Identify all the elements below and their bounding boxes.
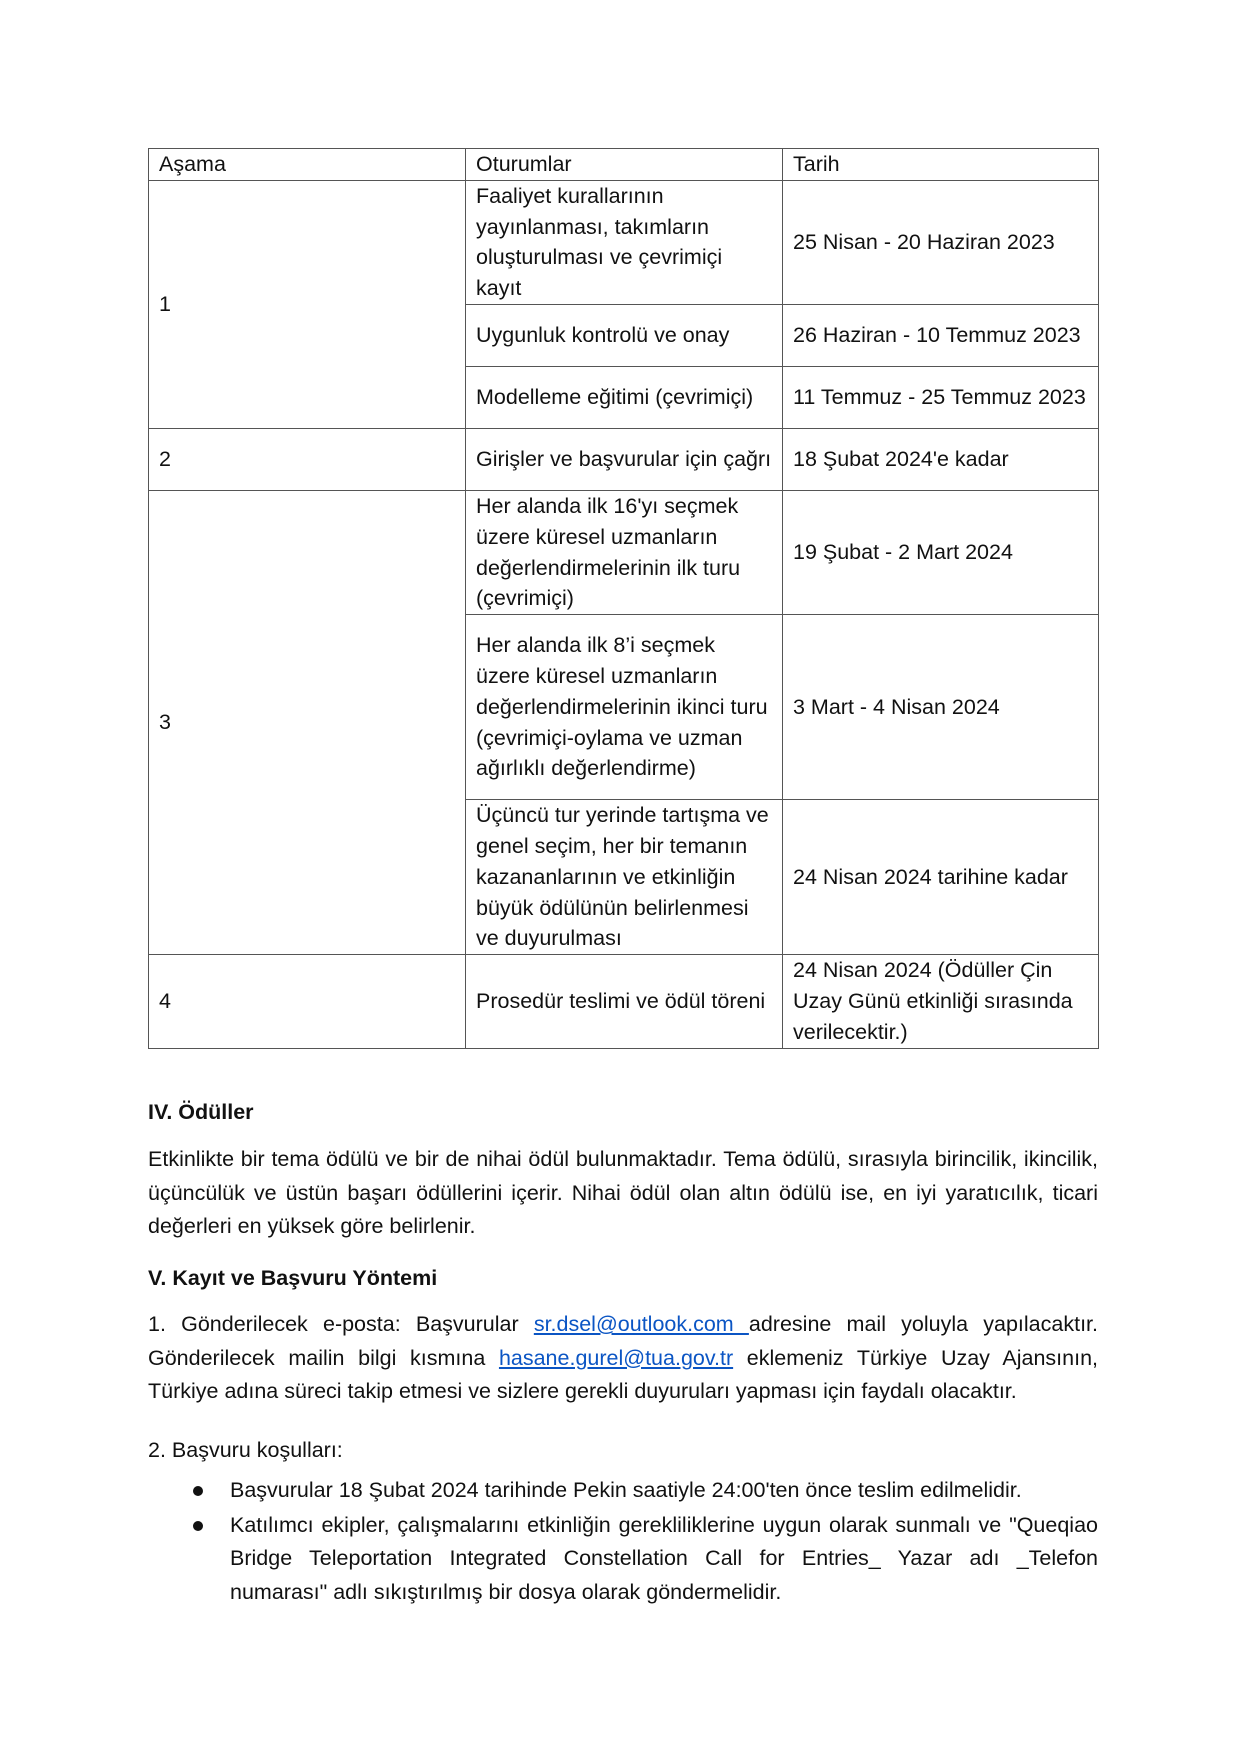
conditions-heading: 2. Başvuru koşulları: xyxy=(148,1438,343,1462)
header-stage: Aşama xyxy=(149,149,466,181)
stage-cell: 1 xyxy=(149,180,466,428)
schedule-table xyxy=(148,148,1099,1049)
date-cell: 24 Nisan 2024 (Ödüller Çin Uzay Günü etkinliği sırasında verilecektir.) xyxy=(783,955,1099,1048)
bullet-icon xyxy=(193,1521,203,1531)
list-item xyxy=(148,1509,1098,1610)
session-cell: Girişler ve başvurular için çağrı xyxy=(466,428,783,490)
date-cell: 25 Nisan - 20 Haziran 2023 xyxy=(783,180,1099,304)
header-date: Tarih xyxy=(783,149,1099,181)
email-paragraph xyxy=(148,1308,1098,1409)
session-cell: Üçüncü tur yerinde tartışma ve genel seçim, her bir temanın kazananlarının ve etkinliğin büyük ödülünün belirlenmesi ve duyurulması xyxy=(466,800,783,955)
list-item-text: Başvurular 18 Şubat 2024 tarihinde Pekin saatiyle 24:00'ten önce teslim edilmelidir. xyxy=(230,1478,1022,1502)
table-header-row xyxy=(149,149,1099,181)
table-row xyxy=(149,180,1099,304)
email-link-cc[interactable]: hasane.gurel@tua.gov.tr xyxy=(498,1345,734,1370)
date-cell: 19 Şubat - 2 Mart 2024 xyxy=(783,490,1099,614)
conditions-list xyxy=(148,1474,1098,1610)
email-intro-text: 1. Gönderilecek e-posta: Başvurular xyxy=(148,1312,534,1336)
session-cell: Her alanda ilk 16'yı seçmek üzere küresel uzmanların değerlendirmelerinin ilk turu (çevrimiçi) xyxy=(466,490,783,614)
bullet-icon xyxy=(193,1486,203,1496)
list-item xyxy=(148,1474,1098,1508)
email-end-text: eklemeniz Türkiye Uzay Ajansının, Türkiye adına süreci takip etmesi ve sizlere gerekli duyuruları yapması için faydalı olacaktır. xyxy=(148,1345,1098,1403)
list-item-text: Katılımcı ekipler, çalışmalarını etkinliğin gerekliliklerine uygun olarak sunmalı ve "Queqiao Bridge Teleportation Integrated Constellation Call for Entries_ Yazar adı _Telefon numarası" adlı sıkıştırılmış bir dosya olarak göndermelidir. xyxy=(230,1512,1098,1604)
date-cell: 24 Nisan 2024 tarihine kadar xyxy=(783,800,1099,955)
email-link-primary[interactable]: sr.dsel@outlook.com xyxy=(533,1312,749,1336)
section-awards-title: IV. Ödüller xyxy=(148,1100,254,1124)
session-cell: Faaliyet kurallarının yayınlanması, takımların oluşturulması ve çevrimiçi kayıt xyxy=(466,180,783,304)
session-cell: Her alanda ilk 8’i seçmek üzere küresel uzmanların değerlendirmelerinin ikinci turu (çevrimiçi-oylama ve uzman ağırlıklı değerlendirme) xyxy=(466,615,783,800)
table-row xyxy=(149,490,1099,614)
stage-cell: 3 xyxy=(149,490,466,954)
session-cell: Prosedür teslimi ve ödül töreni xyxy=(466,955,783,1048)
stage-cell: 4 xyxy=(149,955,466,1048)
date-cell: 3 Mart - 4 Nisan 2024 xyxy=(783,615,1099,800)
email-middle-text: adresine mail yoluyla yapılacaktır. Gönderilecek mailin bilgi kısmına xyxy=(148,1312,1098,1370)
document-page xyxy=(148,148,1098,1604)
date-cell: 18 Şubat 2024'e kadar xyxy=(783,428,1099,490)
section-registration-title: V. Kayıt ve Başvuru Yöntemi xyxy=(148,1266,438,1290)
section-awards-body: Etkinlikte bir tema ödülü ve bir de nihai ödül bulunmaktadır. Tema ödülü, sırasıyla birincilik, ikincilik, üçüncülük ve üstün başarı ödüllerini içerir. Nihai ödül olan altın ödülü ise, en iyi yaratıcılık, ticari değerleri en yüksek göre belirlenir. xyxy=(148,1147,1098,1238)
date-cell: 26 Haziran - 10 Temmuz 2023 xyxy=(783,304,1099,366)
stage-cell: 2 xyxy=(149,428,466,490)
table-row xyxy=(149,955,1099,1048)
session-cell: Uygunluk kontrolü ve onay xyxy=(466,304,783,366)
date-cell: 11 Temmuz - 25 Temmuz 2023 xyxy=(783,366,1099,428)
table-row xyxy=(149,428,1099,490)
header-sessions: Oturumlar xyxy=(466,149,783,181)
session-cell: Modelleme eğitimi (çevrimiçi) xyxy=(466,366,783,428)
